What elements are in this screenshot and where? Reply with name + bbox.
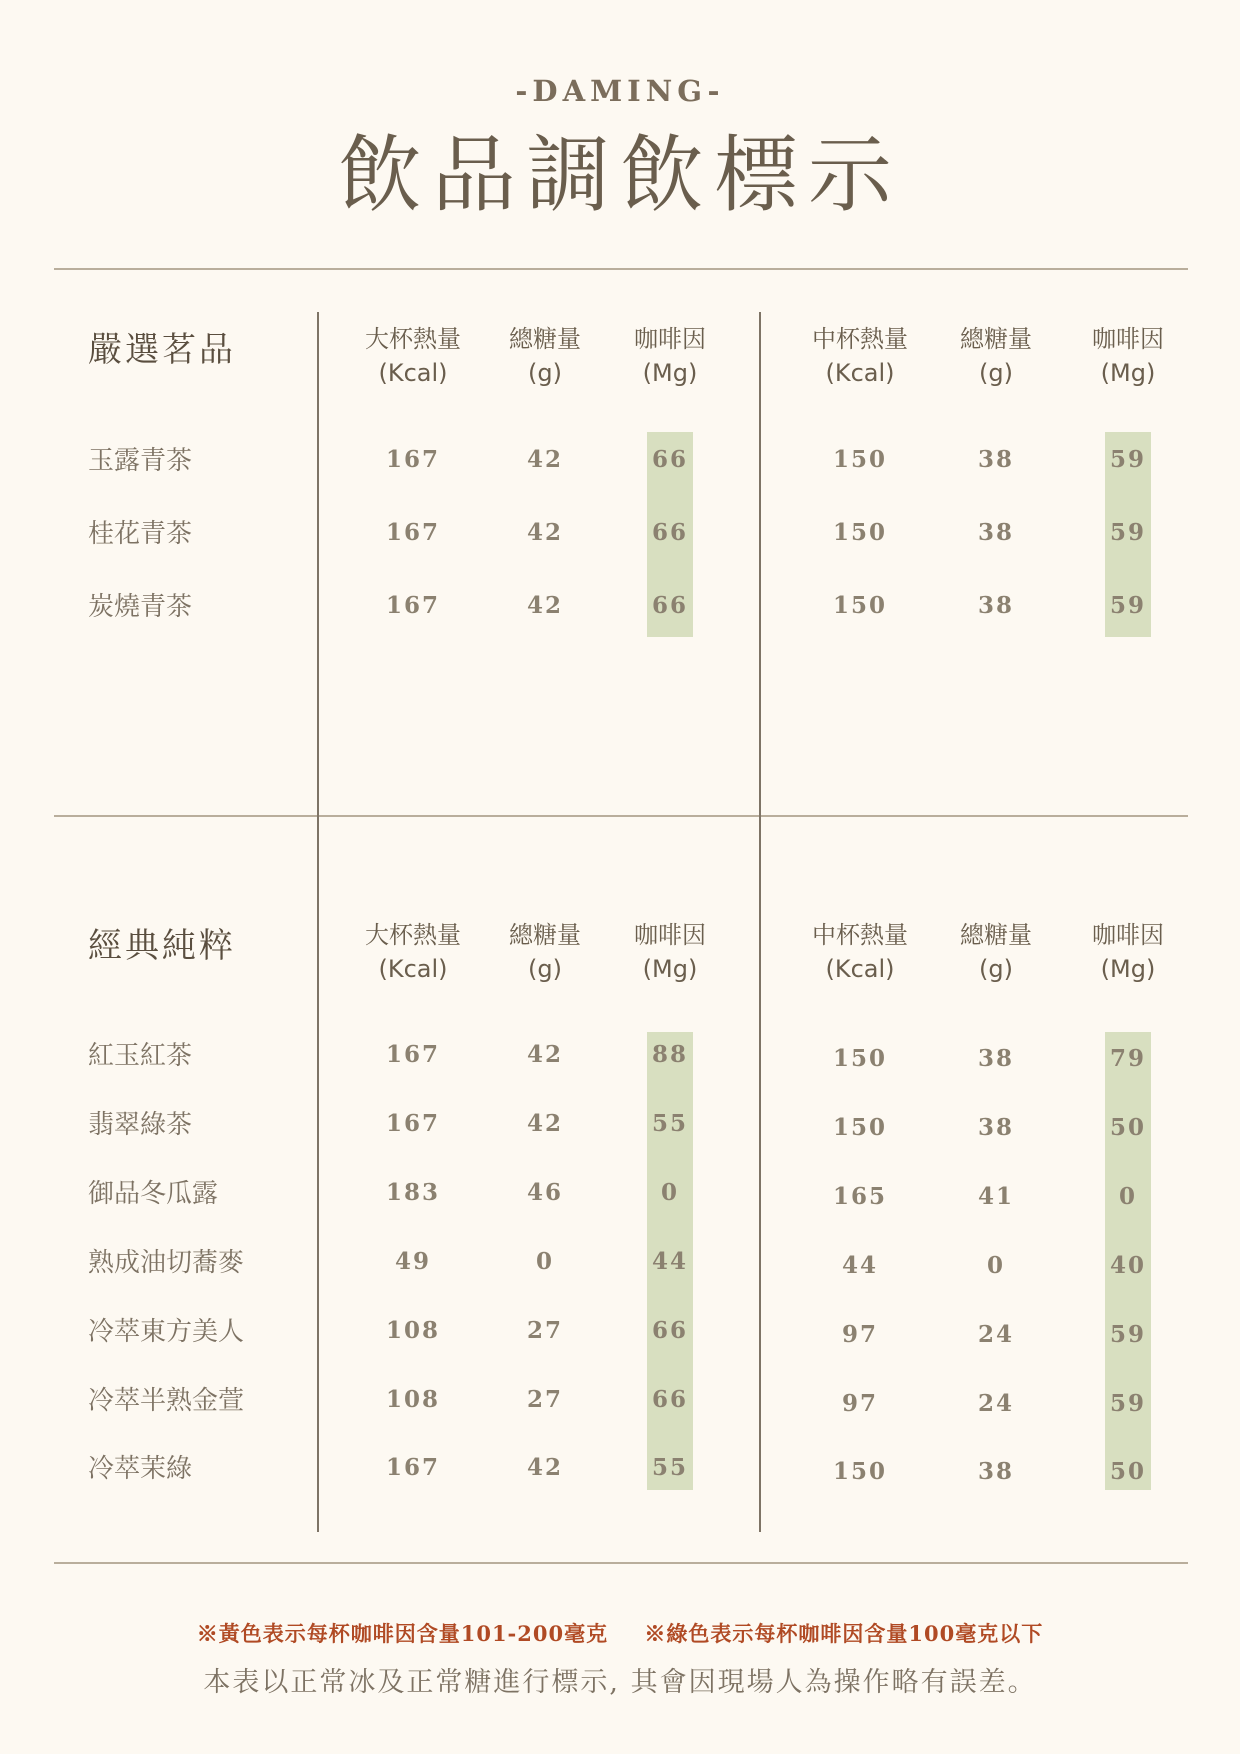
cell-value: 0 — [1118, 1183, 1137, 1210]
cell-value: 0 — [535, 1248, 554, 1275]
cell-value: 55 — [651, 1110, 688, 1137]
column-header — [1043, 918, 1213, 986]
cell-value: 46 — [526, 1179, 563, 1206]
cell-value: 59 — [1109, 1321, 1146, 1348]
cell-value: 66 — [651, 519, 688, 546]
column-header-label: 中杯熱量 — [812, 325, 908, 353]
color-legend — [0, 1618, 1240, 1648]
column-header-label: 咖啡因 — [1092, 325, 1164, 353]
cell-value: 42 — [526, 519, 563, 546]
column-header — [1043, 322, 1213, 390]
cell-value: 38 — [977, 592, 1014, 619]
cell-value: 150 — [832, 446, 887, 473]
column-header-unit: (Kcal) — [378, 359, 448, 387]
drink-name: 熟成油切蕎麥 — [88, 1248, 245, 1278]
cell-value: 167 — [385, 446, 440, 473]
column-header-label: 大杯熱量 — [365, 325, 461, 353]
cell-value: 42 — [526, 446, 563, 473]
column-header-unit: (g) — [979, 955, 1013, 983]
cell-value: 150 — [832, 519, 887, 546]
column-header-unit: (g) — [528, 359, 562, 387]
cell-value: 49 — [394, 1248, 431, 1275]
cell-value: 42 — [526, 1110, 563, 1137]
section-title: 嚴選茗品 — [88, 330, 236, 370]
cell-value: 167 — [385, 1041, 440, 1068]
cell-value: 97 — [841, 1390, 878, 1417]
disclaimer: 本表以正常冰及正常糖進行標示, 其會因現場人為操作略有誤差。 — [203, 1667, 1037, 1698]
column-header-label: 咖啡因 — [1092, 921, 1164, 949]
column-header-label: 總糖量 — [960, 325, 1032, 353]
cell-value: 44 — [841, 1252, 878, 1279]
cell-value: 108 — [385, 1317, 440, 1344]
cell-value: 167 — [385, 519, 440, 546]
divider-middle — [54, 815, 1188, 817]
cell-value: 38 — [977, 1045, 1014, 1072]
cell-value: 38 — [977, 519, 1014, 546]
column-header-unit: (g) — [979, 359, 1013, 387]
cell-value: 59 — [1109, 1390, 1146, 1417]
divider-top — [54, 268, 1188, 270]
cell-value: 66 — [651, 1317, 688, 1344]
cell-value: 0 — [660, 1179, 679, 1206]
cell-value: 165 — [832, 1183, 887, 1210]
column-header-unit: (Mg) — [642, 359, 698, 387]
column-header-label: 總糖量 — [960, 921, 1032, 949]
cell-value: 50 — [1109, 1114, 1146, 1141]
column-divider-right — [759, 312, 761, 1532]
drink-name: 冷萃茉綠 — [88, 1454, 193, 1484]
cell-value: 24 — [977, 1321, 1014, 1348]
column-header-unit: (Mg) — [642, 955, 698, 983]
column-header-unit: (Mg) — [1100, 359, 1156, 387]
cell-value: 38 — [977, 1114, 1014, 1141]
cell-value: 150 — [832, 1458, 887, 1485]
drink-name: 紅玉紅茶 — [88, 1041, 193, 1071]
cell-value: 42 — [526, 592, 563, 619]
cell-value: 88 — [651, 1041, 688, 1068]
cell-value: 66 — [651, 446, 688, 473]
drink-name: 炭燒青茶 — [88, 592, 193, 622]
cell-value: 59 — [1109, 446, 1146, 473]
drink-name: 冷萃東方美人 — [88, 1317, 245, 1347]
cell-value: 150 — [832, 1045, 887, 1072]
cell-value: 38 — [977, 1458, 1014, 1485]
cell-value: 66 — [651, 592, 688, 619]
column-header-label: 咖啡因 — [634, 325, 706, 353]
column-header-unit: (Mg) — [1100, 955, 1156, 983]
drink-name: 冷萃半熟金萱 — [88, 1386, 245, 1416]
cell-value: 59 — [1109, 592, 1146, 619]
cell-value: 167 — [385, 1110, 440, 1137]
cell-value: 38 — [977, 446, 1014, 473]
column-header-label: 大杯熱量 — [365, 921, 461, 949]
cell-value: 40 — [1109, 1252, 1146, 1279]
column-header — [585, 918, 755, 986]
cell-value: 79 — [1109, 1045, 1146, 1072]
drink-name: 御品冬瓜露 — [88, 1179, 219, 1209]
column-header-label: 總糖量 — [509, 921, 581, 949]
cell-value: 42 — [526, 1041, 563, 1068]
column-header-label: 中杯熱量 — [812, 921, 908, 949]
page-title: 飲品調飲標示 — [337, 126, 902, 224]
legend-green-note: ※綠色表示每杯咖啡因含量100毫克以下 — [644, 1621, 1044, 1646]
column-divider-left — [317, 312, 319, 1532]
cell-value: 66 — [651, 1386, 688, 1413]
cell-value: 41 — [977, 1183, 1014, 1210]
drink-name: 翡翠綠茶 — [88, 1110, 193, 1140]
cell-value: 27 — [526, 1386, 563, 1413]
cell-value: 44 — [651, 1248, 688, 1275]
cell-value: 50 — [1109, 1458, 1146, 1485]
cell-value: 59 — [1109, 519, 1146, 546]
cell-value: 27 — [526, 1317, 563, 1344]
column-header-label: 總糖量 — [509, 325, 581, 353]
cell-value: 0 — [986, 1252, 1005, 1279]
drink-name: 桂花青茶 — [88, 519, 193, 549]
column-header-unit: (Kcal) — [825, 955, 895, 983]
column-header-unit: (Kcal) — [378, 955, 448, 983]
column-header-unit: (Kcal) — [825, 359, 895, 387]
brand-name: -DAMING- — [515, 74, 725, 108]
cell-value: 97 — [841, 1321, 878, 1348]
cell-value: 150 — [832, 1114, 887, 1141]
column-header-unit: (g) — [528, 955, 562, 983]
column-header-label: 咖啡因 — [634, 921, 706, 949]
column-header — [585, 322, 755, 390]
cell-value: 42 — [526, 1454, 563, 1481]
cell-value: 167 — [385, 592, 440, 619]
divider-bottom — [54, 1562, 1188, 1564]
cell-value: 183 — [385, 1179, 440, 1206]
cell-value: 24 — [977, 1390, 1014, 1417]
section-title: 經典純粹 — [88, 926, 236, 966]
cell-value: 167 — [385, 1454, 440, 1481]
cell-value: 150 — [832, 592, 887, 619]
legend-yellow-note: ※黃色表示每杯咖啡因含量101-200毫克 — [196, 1621, 609, 1646]
cell-value: 108 — [385, 1386, 440, 1413]
cell-value: 55 — [651, 1454, 688, 1481]
drink-name: 玉露青茶 — [88, 446, 193, 476]
